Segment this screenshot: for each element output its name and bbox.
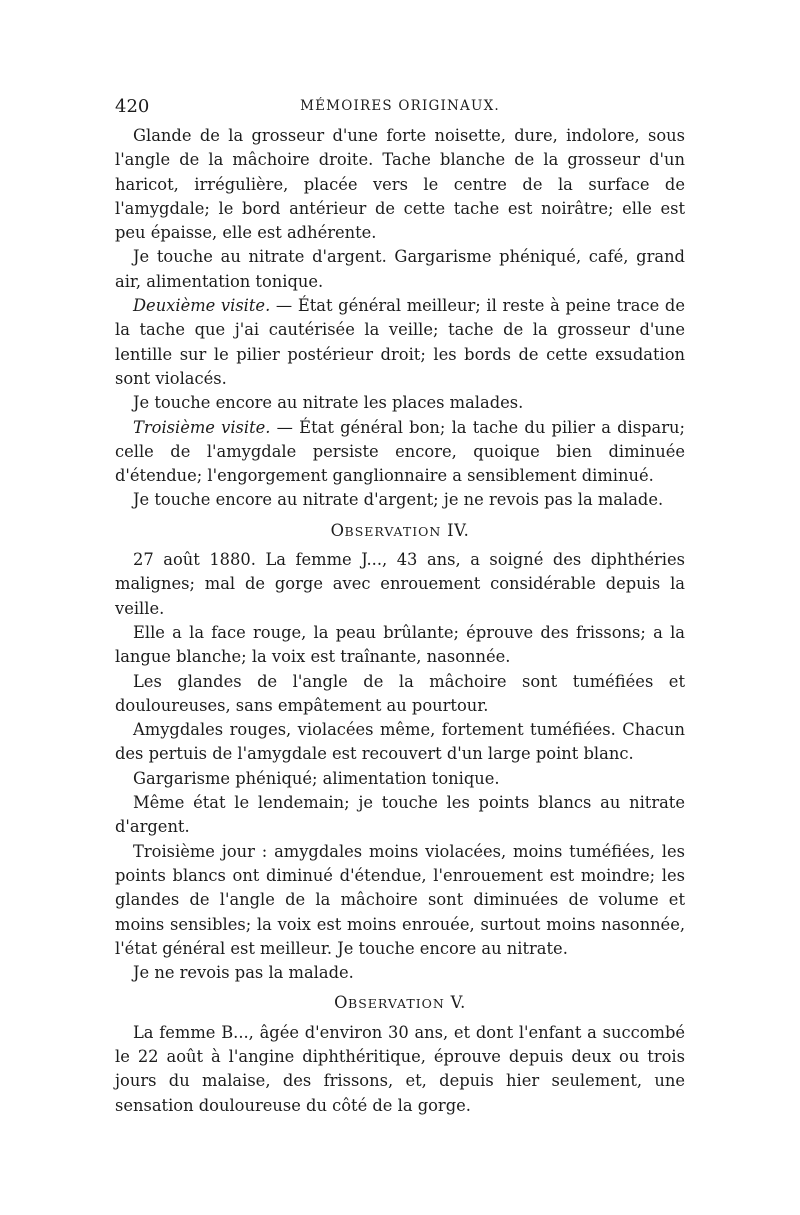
- paragraph: Je ne revois pas la malade.: [133, 963, 354, 983]
- running-title: MÉMOIRES ORIGINAUX.: [300, 98, 500, 114]
- heading-small-caps: BSERVATION: [348, 996, 445, 1012]
- paragraph: La femme B..., âgée d'environ 30 ans, et dont l'enfant a succombé le 22 août à l'angine diphthéritique, éprouve depuis deux ou trois jours du malaise, des frissons, et, depuis hier seulement, une sensation douloureuse du côté de la gorge.: [115, 1022, 685, 1115]
- visit-text: — État général meilleur; il reste à peine trace de la tache que j'ai cautérisée la veille; tache de la grosseur d'une lentille sur le pilier postérieur droit; les bords de cette exsudation sont violacés.: [115, 296, 685, 388]
- heading-numeral: V.: [444, 993, 466, 1013]
- paragraph: Amygdales rouges, violacées même, fortement tuméfiées. Chacun des pertuis de l'amygdale est recouvert d'un large point blanc.: [115, 720, 685, 764]
- page-number: 420: [115, 96, 150, 117]
- heading-numeral: IV.: [441, 520, 470, 540]
- heading-initial: O: [330, 520, 345, 540]
- paragraph: Gargarisme phéniqué; alimentation tonique.: [133, 768, 500, 788]
- page-body: [115, 124, 685, 1118]
- heading-small-caps: BSERVATION: [344, 523, 442, 539]
- section-heading-observation-iv: [115, 519, 685, 544]
- paragraph: Je touche encore au nitrate d'argent; je ne revois pas la malade.: [133, 490, 664, 510]
- paragraph: Elle a la face rouge, la peau brûlante; éprouve des frissons; a la langue blanche; la voix est traînante, nasonnée.: [115, 622, 685, 667]
- paragraph: Je touche encore au nitrate les places malades.: [133, 393, 524, 413]
- paragraph: Troisième jour : amygdales moins violacées, moins tuméfiées, les points blancs ont diminué d'étendue, l'enrouement est moindre; les glandes de l'angle de la mâchoire sont diminuées de volume et moins sensibles; la voix est moins enrouée, surtout moins nasonnée, l'état général est meilleur. Je touche encore au nitrate.: [115, 841, 685, 958]
- paragraph: Même état le lendemain; je touche les points blancs au nitrate d'argent.: [115, 793, 685, 837]
- visit-paragraph: [115, 416, 685, 489]
- paragraph: Les glandes de l'angle de la mâchoire sont tuméfiées et douloureuses, sans empâtement au pourtour.: [115, 671, 685, 715]
- visit-text: — État général bon; la tache du pilier a disparu; celle de l'amygdale persiste encore, quoique bien diminuée d'étendue; l'engorgement ganglionnaire a sensiblement diminué.: [115, 417, 685, 486]
- paragraph: Glande de la grosseur d'une forte noisette, dure, indolore, sous l'angle de la mâchoire droite. Tache blanche de la grosseur d'un haricot, irrégulière, placée vers le centre de la surface de l'amygdale; le bord antérieur de cette tache est noirâtre; elle est peu épaisse, elle est adhérente.: [115, 126, 685, 243]
- book-page: [115, 96, 685, 1118]
- running-head: [115, 96, 685, 124]
- paragraph: Je touche au nitrate d'argent. Gargarisme phéniqué, café, grand air, alimentation tonique.: [115, 247, 685, 291]
- paragraph: 27 août 1880. La femme J..., 43 ans, a soigné des diphthéries malignes; mal de gorge avec enrouement considérable depuis la veille.: [115, 550, 685, 618]
- visit-lead: Deuxième visite.: [133, 296, 271, 316]
- section-heading-observation-v: [115, 991, 685, 1016]
- visit-paragraph: [115, 294, 685, 391]
- visit-lead: Troisième visite.: [133, 417, 271, 437]
- heading-initial: O: [334, 993, 349, 1013]
